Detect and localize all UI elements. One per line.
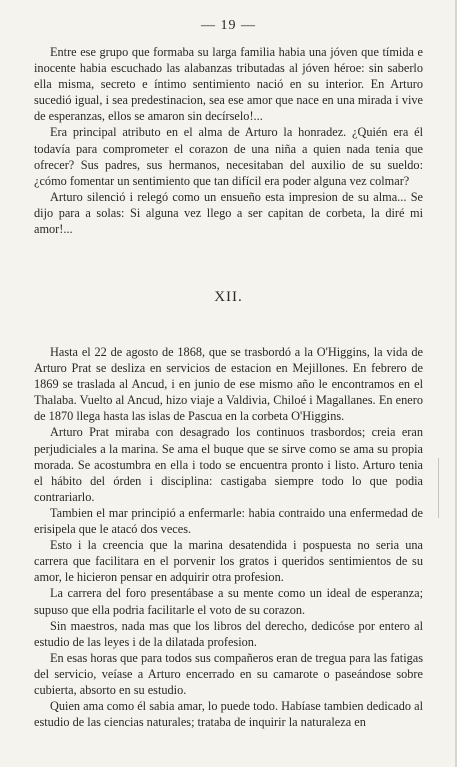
paragraph: Era principal atributo en el alma de Arturo la honradez. ¿Quién era él todavía para comprometer el corazon de una niña a quien nada tenia que ofrecer? Sus padres, sus hermanos, necesitaban del auxilio de su sueldo: ¿cómo fomentar un sentimiento que tan difícil era poder alguna vez colmar?	[34, 125, 423, 188]
paragraph: La carrera del foro presentábase a su mente como un ideal de esperanza; supuso que ella podria facilitarle el voto de su corazon.	[34, 586, 423, 617]
text-block-before	[34, 44, 423, 237]
paragraph: Entre ese grupo que formaba su larga familia habia una jóven que tímida e inocente habia escuchado las alabanzas tributadas al jóven héroe: sin saberlo ella misma, secreto e íntimo sentimiento nació en su interior. En Arturo sucedió igual, i sea predestinacion, sea ese amor que nace en una mirada i vive de esperanzas, ellos se amaron sin decírselo!...	[34, 45, 423, 124]
section-heading: XII.	[214, 289, 243, 305]
paragraph: En esas horas que para todos sus compañeros eran de tregua para las fatigas del servicio, veíase a Arturo encerrado en su camarote o paseándose sobre cubierta, absorto en su estudio.	[34, 650, 423, 697]
page-number: — 19 —	[201, 18, 256, 33]
paragraph: Quien ama como él sabia amar, lo puede todo. Habíase tambien dedicado al estudio de las ciencias naturales; trataba de inquirir la naturaleza en	[34, 699, 423, 730]
paragraph: Sin maestros, nada mas que los libros del derecho, dedicóse por entero al estudio de las leyes i de la dilatada profesion.	[34, 618, 423, 649]
paragraph: Esto i la creencia que la marina desatendida i pospuesta no seria una carrera que facilitara en el porvenir los gratos i queridos sentimientos de su amor, le hicieron pensar en adquirir otra profesion.	[34, 538, 423, 585]
gutter-mark	[438, 458, 439, 518]
paragraph: Hasta el 22 de agosto de 1868, que se trasbordó a la O'Higgins, la vida de Arturo Prat se desliza en servicios de estacion en Mejillones. En febrero de 1869 se traslada al Ancud, i en junio de ese mismo año le encontramos en el Thalaba. Vuelto al Ancud, hizo viaje a Valdivia, Chiloé i Magallanes. En enero de 1870 llega hasta las islas de Pascua en la corbeta O'Higgins.	[34, 345, 423, 424]
paragraph: Arturo Prat miraba con desagrado los continuos trasbordos; creia eran perjudiciales a la marina. Se ama el buque que se sirve como se ama su propia morada. Se acostumbra en ella i todo se encuentra pronto i listo. Arturo tenia el hábito del órden i disciplina: castigaba siempre todo lo que podia contrariarlo.	[34, 425, 423, 504]
paragraph: Arturo silenció i relegó como un ensueño esta impresion de su alma... Se dijo para a solas: Si alguna vez llego a ser capitan de corbeta, la diré mi amor!...	[34, 189, 423, 237]
paragraph: Tambien el mar principió a enfermarle: habia contraido una enfermedad de erisipela que le atacó dos veces.	[34, 505, 423, 537]
text-block-after	[34, 344, 423, 730]
